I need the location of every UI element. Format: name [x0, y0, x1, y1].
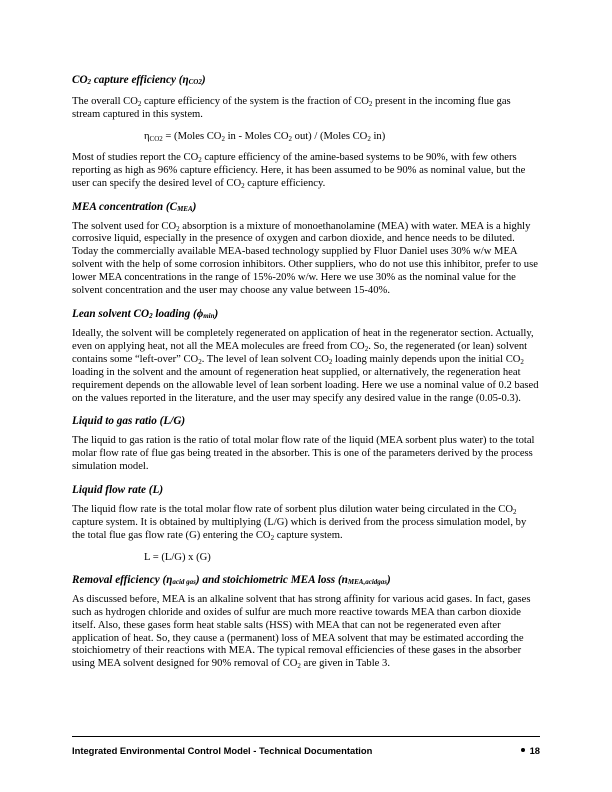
paragraph-capture-definition: The overall $CO_2$ capture efficiency of the system is the fraction of $CO_2$ present in the incoming flue gas stream captured in this system. — [72, 96, 511, 120]
paragraph-liquid-flow-rate: The liquid flow rate is the total molar flow rate of sorbent plus dilution water being circulated in the $CO_2$ capture system. It is obtained by multiplying (L/G) which is derived from the process simulation model, by the total flue gas flow rate (G) entering the $CO_2$ capture system. — [72, 504, 527, 542]
section-heading-co2-capture-efficiency: $CO_2$ capture efficiency $(\eta_{CO2})$ — [72, 74, 206, 86]
footer-page-number — [521, 745, 540, 756]
page-number: 18 — [529, 745, 540, 756]
page-body — [72, 68, 540, 671]
paragraph-removal-efficiency: As discussed before, MEA is an alkaline solvent that has strong affinity for various acid gases. In fact, gases such as hydrogen chloride and oxides of sulfur are much more reactive towards MEA than carbon dioxide itself. Also, these gases form heat stable salts (HSS) with MEA that can not be regenerated even after application of heat. So, they cause a (permanent) loss of MEA solvent that may be estimated according the stoichiometry of their reactions with MEA. The typical removal efficiencies of these gases in the absorber using MEA solvent designed for 90% removal of $CO_2$ are given in Table 3. — [72, 593, 531, 671]
footer-document-title: Integrated Environmental Control Model - Technical Documentation — [72, 745, 373, 756]
page-footer — [72, 736, 540, 760]
equation-liquid-flow-rate: L = (L/G) x (G) — [144, 551, 211, 563]
section-heading-mea-concentration: MEA concentration $(C_{MEA})$ — [72, 200, 197, 213]
section-heading-liquid-flow-rate: Liquid flow rate (L) — [72, 484, 164, 497]
paragraph-lean-solvent-loading: Ideally, the solvent will be completely regenerated on application of heat in the regenerator section. Actually, even on applying heat, not all the MEA molecules are freed from $CO_2$. So, the regenerated (or lean) solvent contains some “left-over” $CO_2$. The level of lean solvent $CO_2$ loading mainly depends upon the initial $CO_2$ loading in the solvent and the amount of regeneration heat supplied, or alternatively, the regeneration heat requirement depends on the allowable level of lean sorbent loading. Here we use a nominal value of 0.2 based on the values reported in the literature, and the user may specify any desired value in the range (0.05-0.3). — [72, 327, 539, 404]
section-heading-removal-efficiency: Removal efficiency $(\eta_{acid gas})$ and stoichiometric MEA loss $(n_{MEA,acidgas})$ — [72, 573, 391, 586]
paragraph-liquid-to-gas-ratio: The liquid to gas ration is the ratio of total molar flow rate of the liquid (MEA sorbent plus water) to the total molar flow rate of flue gas being treated in the absorber. This is one of the parameters derived by the process simulation model. — [72, 435, 535, 473]
paragraph-mea-concentration: The solvent used for $CO_2$ absorption is a mixture of monoethanolamine (MEA) with water. MEA is a highly corrosive liquid, especially in the presence of oxygen and carbon dioxide, and hence needs to be diluted. Today the commercially available MEA-based technology supplied by Fluor Daniel uses 30% w/w MEA solvent with the help of some corrosion inhibitors. Other suppliers, who do not use this inhibitor, prefer to use lower MEA concentrations in the range of 15%-20% w/w. Here we use 30% as the nominal value for the solvent concentration and the user may choose any value between 15-40%. — [72, 220, 538, 297]
equation-capture-efficiency: $\eta_{CO2}$ = (Moles $CO_2$ in - Moles $CO_2$ out) / (Moles $CO_2$ in) — [144, 130, 386, 143]
paragraph-capture-studies: Most of studies report the $CO_2$ capture efficiency of the amine-based systems to be 90%, with few others reporting as high as 96% capture efficiency. Here, it has been assumed to be 90% as nominal value, but the user can specify the desired level of $CO_2$ capture efficiency. — [72, 151, 526, 190]
section-heading-liquid-to-gas-ratio: Liquid to gas ratio (L/G) — [72, 415, 186, 428]
bullet-icon — [521, 748, 525, 752]
footer-divider — [72, 736, 540, 737]
section-heading-lean-solvent-loading: Lean solvent $CO_2$ loading $(\phi_{min})$ — [72, 307, 219, 320]
